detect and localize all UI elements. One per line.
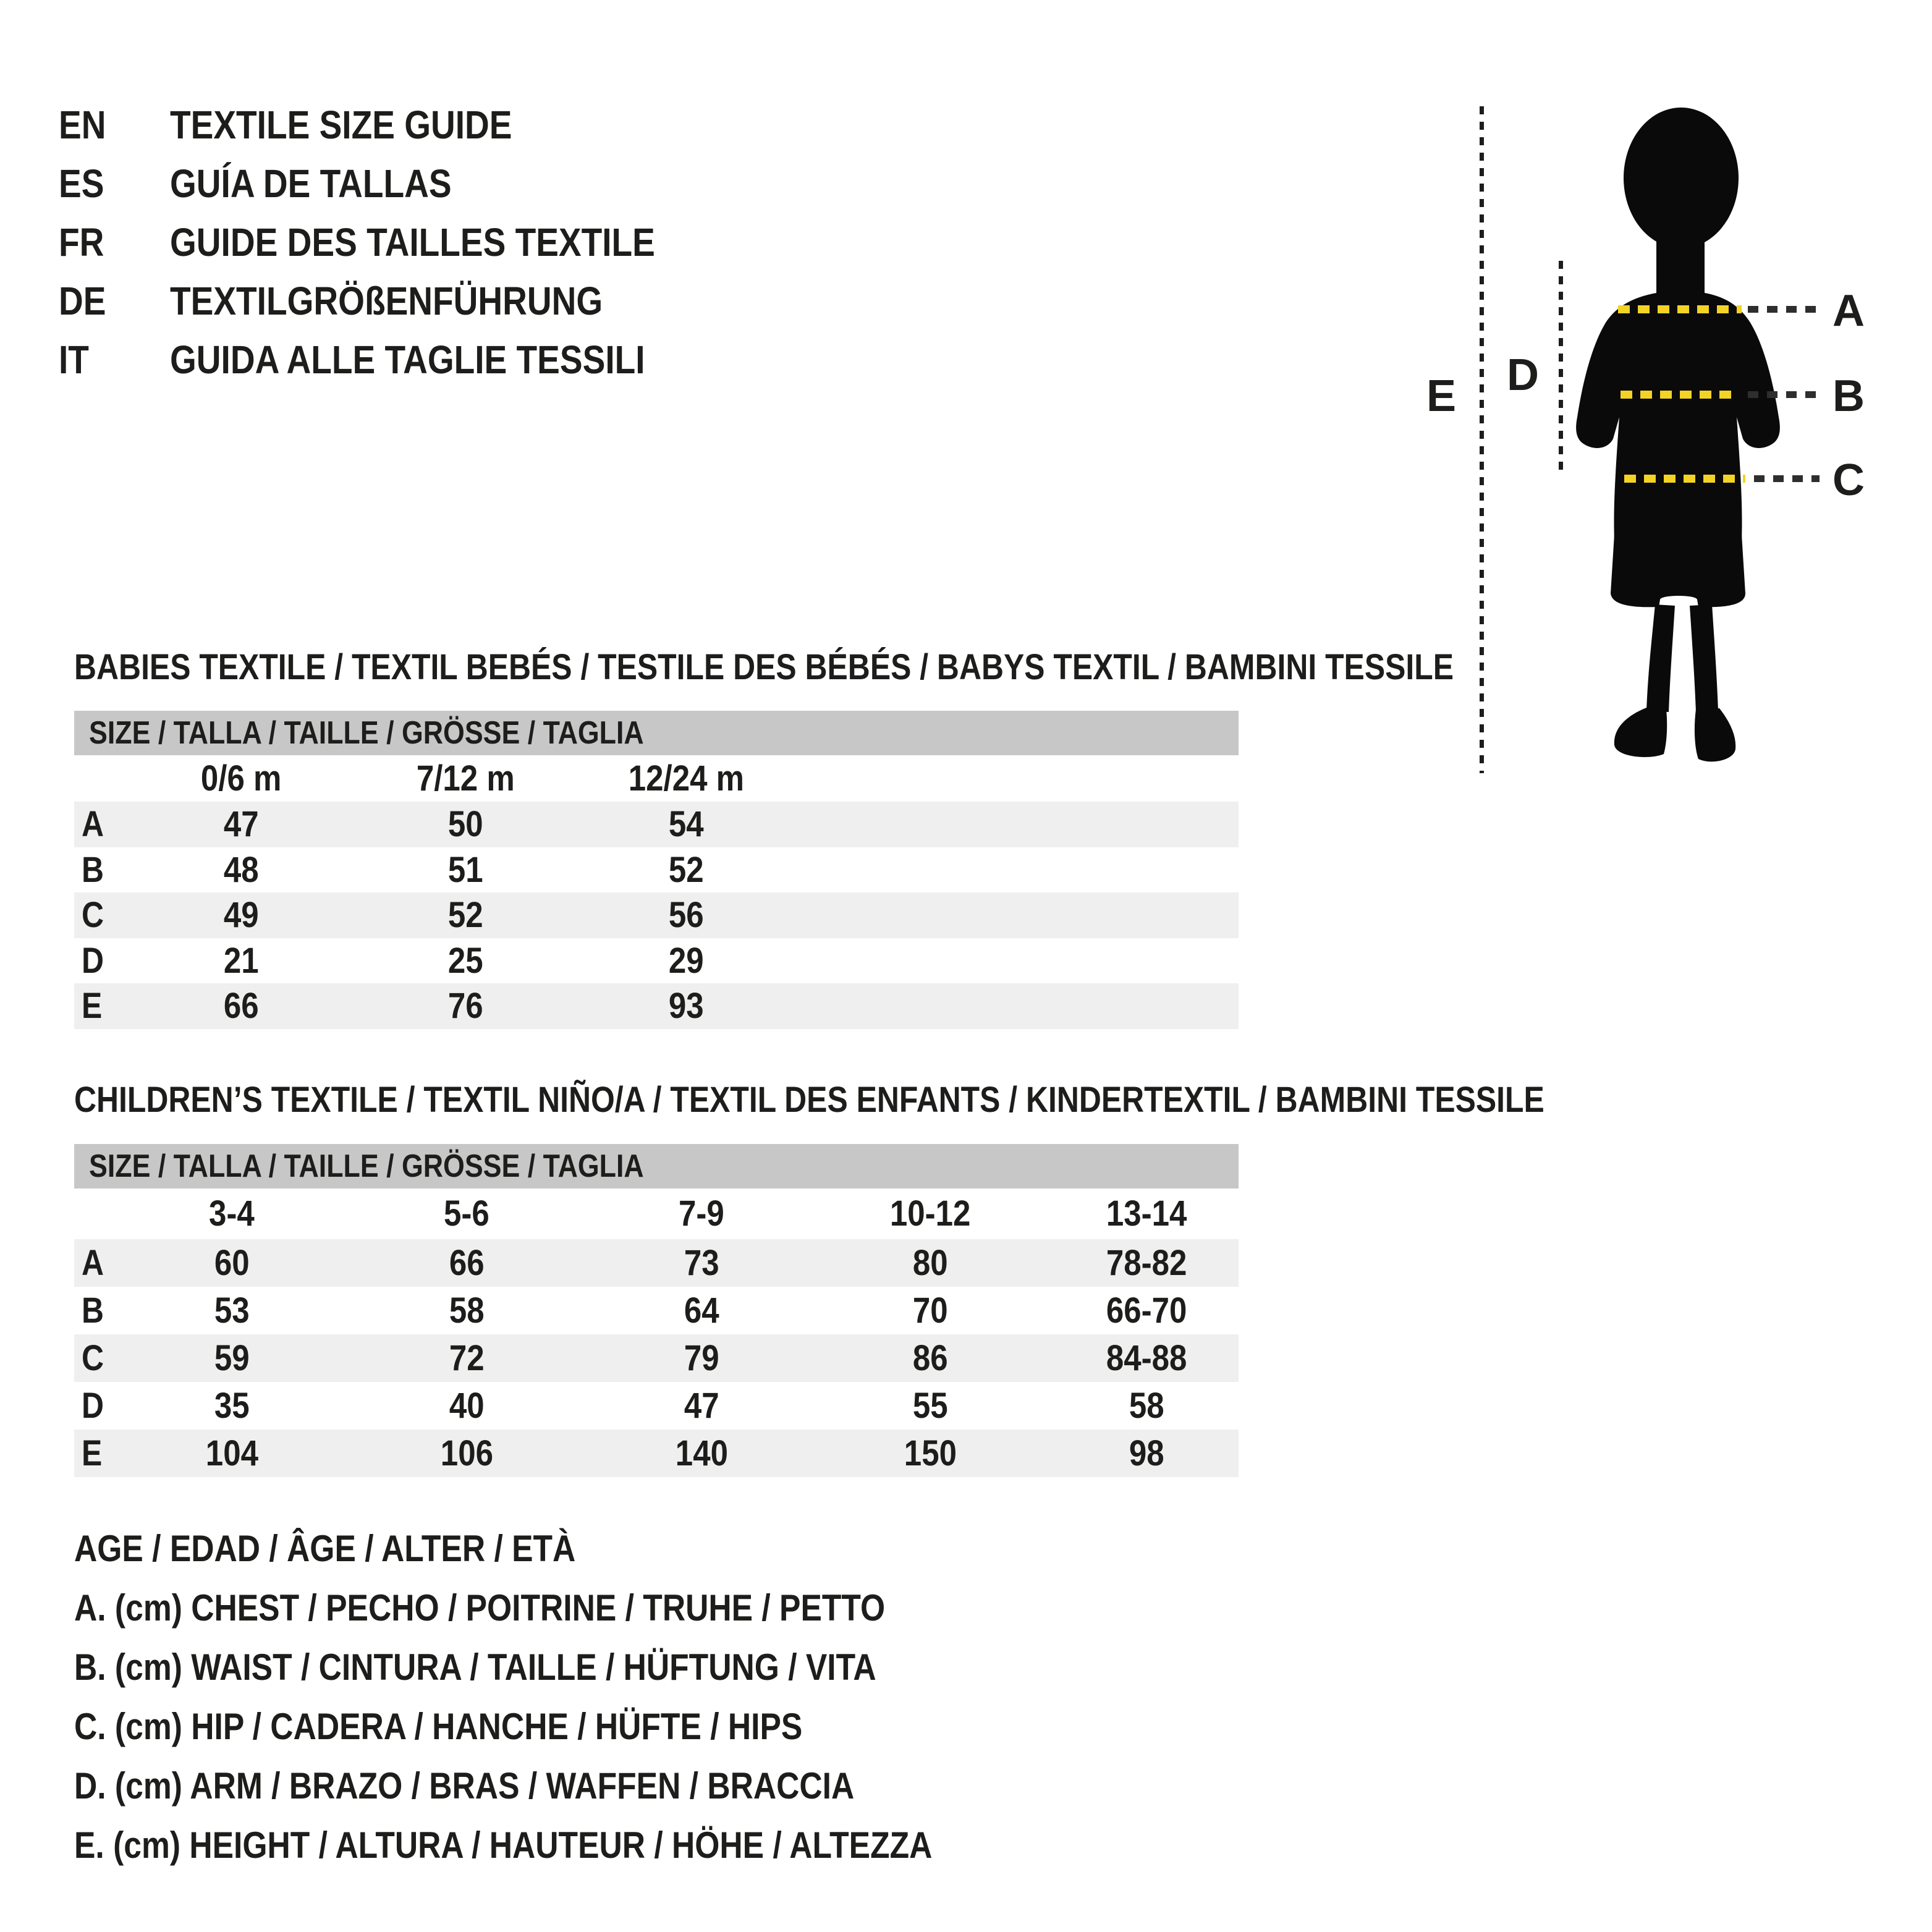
- children-cell: 58: [449, 1290, 485, 1331]
- babies-row-d-label: D: [82, 941, 104, 981]
- children-cell: 80: [912, 1243, 948, 1283]
- children-row-b-label: B: [82, 1290, 104, 1331]
- measure-label-c: C: [1832, 455, 1865, 505]
- children-row-c-label: C: [82, 1338, 104, 1378]
- children-row-d: [74, 1382, 1239, 1430]
- children-row-c: [74, 1334, 1239, 1382]
- lang-code-en: EN: [59, 103, 106, 147]
- legend-age-line: AGE / EDAD / ÂGE / ALTER / ETÀ: [74, 1528, 576, 1569]
- children-cell: 59: [214, 1338, 250, 1378]
- babies-column-header-row: [74, 755, 1239, 802]
- children-cell: 55: [912, 1386, 948, 1426]
- lang-code-es: ES: [59, 161, 104, 206]
- arm-measure-line-d: [1559, 261, 1563, 472]
- chest-measure-line-a-yellow: [1618, 305, 1742, 313]
- measure-label-d: D: [1507, 350, 1539, 400]
- children-cell: 58: [1129, 1386, 1164, 1426]
- chest-measure-line-a-leader: [1748, 306, 1820, 313]
- babies-cell: 50: [447, 804, 483, 844]
- children-row-e: [74, 1430, 1239, 1477]
- babies-row-e: [74, 983, 1239, 1029]
- children-cell: 84-88: [1106, 1338, 1187, 1378]
- babies-cell: 25: [447, 941, 483, 981]
- lang-code-de: DE: [59, 279, 106, 323]
- babies-cell: 29: [668, 941, 704, 981]
- hip-measure-line-c-leader: [1754, 475, 1820, 482]
- babies-size-table: [74, 711, 1239, 1029]
- children-row-d-label: D: [82, 1386, 104, 1426]
- children-col-header-13-14: 13-14: [1106, 1193, 1187, 1234]
- babies-size-header-bar: [74, 711, 1239, 755]
- children-section-heading: CHILDREN’S TEXTILE / TEXTIL NIÑO/A / TEXTIL DES ENFANTS / KINDERTEXTIL / BAMBINI TESSILE: [74, 1080, 1544, 1120]
- children-cell: 47: [684, 1386, 719, 1426]
- children-size-table: [74, 1144, 1239, 1477]
- babies-cell: 52: [447, 895, 483, 935]
- legend-hip-line: C. (cm) HIP / CADERA / HANCHE / HÜFTE / HIPS: [74, 1706, 803, 1747]
- children-col-header-3-4: 3-4: [209, 1193, 255, 1234]
- legend-chest-line: A. (cm) CHEST / PECHO / POITRINE / TRUHE / PETTO: [74, 1587, 886, 1629]
- children-column-header-row: [74, 1188, 1239, 1239]
- children-row-e-label: E: [82, 1433, 103, 1473]
- measure-label-b: B: [1832, 371, 1865, 421]
- children-col-header-7-9: 7-9: [679, 1193, 724, 1234]
- lang-title-en: TEXTILE SIZE GUIDE: [170, 103, 512, 147]
- children-cell: 104: [205, 1433, 258, 1473]
- babies-cell: 49: [223, 895, 259, 935]
- babies-cell: 21: [223, 941, 259, 981]
- children-cell: 78-82: [1106, 1243, 1187, 1283]
- hip-measure-line-c-yellow: [1624, 475, 1745, 483]
- babies-cell: 56: [668, 895, 704, 935]
- waist-measure-line-b-leader: [1748, 391, 1820, 398]
- babies-row-b-label: B: [82, 850, 104, 890]
- measurement-legend: [74, 1519, 1310, 1878]
- babies-col-header-0-6m: 0/6 m: [200, 758, 282, 799]
- waist-measure-line-b-yellow: [1621, 391, 1739, 399]
- children-cell: 64: [684, 1290, 719, 1331]
- measure-label-a: A: [1832, 286, 1865, 336]
- legend-waist-line: B. (cm) WAIST / CINTURA / TAILLE / HÜFTUNG / VITA: [74, 1646, 876, 1688]
- lang-code-fr: FR: [59, 220, 104, 265]
- children-row-b: [74, 1287, 1239, 1334]
- children-cell: 35: [214, 1386, 250, 1426]
- language-title-block: [59, 96, 986, 392]
- children-col-header-10-12: 10-12: [889, 1193, 971, 1234]
- children-cell: 79: [684, 1338, 719, 1378]
- children-cell: 140: [675, 1433, 728, 1473]
- babies-row-e-label: E: [82, 986, 103, 1026]
- measure-label-e: E: [1426, 371, 1457, 421]
- babies-cell: 76: [447, 986, 483, 1026]
- babies-col-header-7-12m: 7/12 m: [416, 758, 515, 799]
- children-cell: 66: [449, 1243, 485, 1283]
- children-cell: 86: [912, 1338, 948, 1378]
- children-cell: 106: [440, 1433, 493, 1473]
- legend-height-line: E. (cm) HEIGHT / ALTURA / HAUTEUR / HÖHE / ALTEZZA: [74, 1824, 933, 1866]
- children-cell: 150: [904, 1433, 957, 1473]
- babies-cell: 51: [447, 850, 483, 890]
- babies-row-d: [74, 938, 1239, 983]
- babies-col-header-12-24m: 12/24 m: [628, 758, 744, 799]
- legend-arm-line: D. (cm) ARM / BRAZO / BRAS / WAFFEN / BRACCIA: [74, 1765, 855, 1807]
- children-col-header-5-6: 5-6: [444, 1193, 489, 1234]
- lang-code-it: IT: [59, 337, 89, 382]
- children-cell: 66-70: [1106, 1290, 1187, 1331]
- babies-section-heading: BABIES TEXTILE / TEXTIL BEBÉS / TESTILE DES BÉBÉS / BABYS TEXTIL / BAMBINI TESSILE: [74, 647, 1454, 687]
- babies-cell: 66: [223, 986, 259, 1026]
- babies-cell: 52: [668, 850, 704, 890]
- children-size-header-bar: [74, 1144, 1239, 1188]
- children-cell: 53: [214, 1290, 250, 1331]
- children-size-header-label: SIZE / TALLA / TAILLE / GRÖSSE / TAGLIA: [89, 1148, 644, 1184]
- children-cell: 40: [449, 1386, 485, 1426]
- children-cell: 73: [684, 1243, 719, 1283]
- lang-title-it: GUIDA ALLE TAGLIE TESSILI: [170, 337, 645, 382]
- lang-title-es: GUÍA DE TALLAS: [170, 161, 452, 206]
- babies-cell: 93: [668, 986, 704, 1026]
- babies-cell: 54: [668, 804, 704, 844]
- babies-row-c: [74, 892, 1239, 938]
- babies-row-a: [74, 802, 1239, 847]
- children-cell: 72: [449, 1338, 485, 1378]
- children-cell: 98: [1129, 1433, 1164, 1473]
- babies-row-b: [74, 847, 1239, 892]
- lang-title-fr: GUIDE DES TAILLES TEXTILE: [170, 220, 655, 265]
- babies-row-a-label: A: [82, 804, 104, 844]
- babies-size-header-label: SIZE / TALLA / TAILLE / GRÖSSE / TAGLIA: [89, 715, 644, 751]
- children-row-a: [74, 1239, 1239, 1287]
- babies-row-c-label: C: [82, 895, 104, 935]
- children-row-a-label: A: [82, 1243, 104, 1283]
- children-cell: 70: [912, 1290, 948, 1331]
- babies-cell: 47: [223, 804, 259, 844]
- children-cell: 60: [214, 1243, 250, 1283]
- babies-cell: 48: [223, 850, 259, 890]
- lang-title-de: TEXTILGRÖßENFÜHRUNG: [170, 279, 603, 323]
